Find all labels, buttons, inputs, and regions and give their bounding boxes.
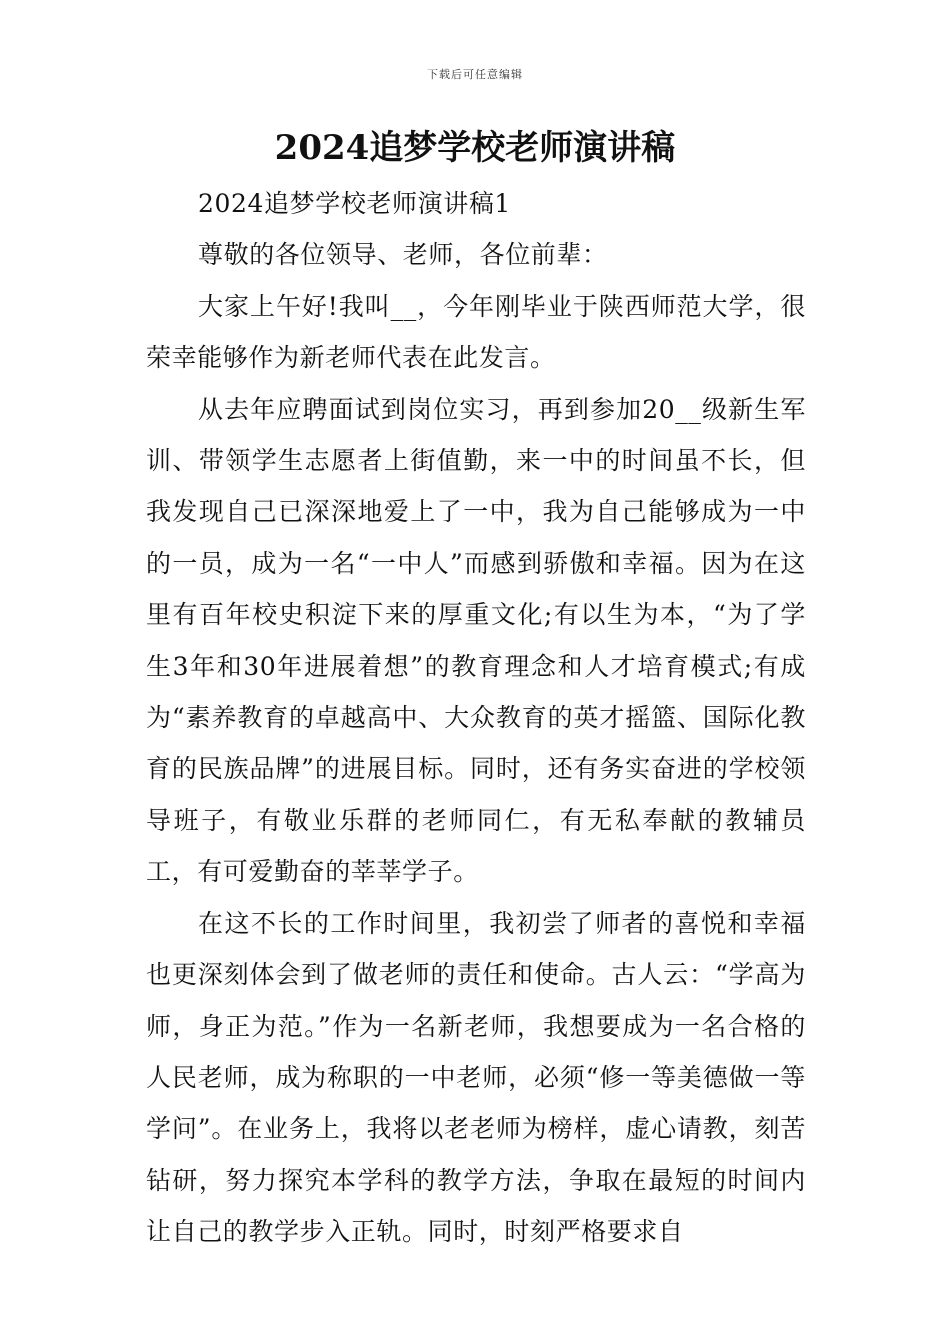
body-paragraph: 从去年应聘面试到岗位实习，再到参加20__级新生军训、带领学生志愿者上街值勤，来一中的时间虽不长，但我发现自己已深深地爱上了一中，我为自己能够成为一中的一员，成为一名“一中人”而感到骄傲和幸福。因为在这里有百年校史积淀下来的厚重文化;有以生为本，“为了学生3年和30年进展着想”的教育理念和人才培育模式;有成为“素养教育的卓越高中、大众教育的英才摇篮、国际化教育的民族品牌”的进展目标。同时，还有务实奋进的学校领导班子，有敬业乐群的老师同仁，有无私奉献的教辅员工，有可爱勤奋的莘莘学子。 (146, 394, 806, 887)
document-title: 2024追梦学校老师演讲稿 (274, 128, 676, 168)
subtitle-paragraph: 2024追梦学校老师演讲稿1 (198, 189, 511, 218)
document-body (146, 178, 806, 1258)
header-note: 下载后可任意编辑 (427, 68, 523, 81)
body-paragraph: 在这不长的工作时间里，我初尝了师者的喜悦和幸福也更深刻体会到了做老师的责任和使命。古人云：“学高为师，身正为范。”作为一名新老师，我想要成为一名合格的人民老师，成为称职的一中老师，必须“修一等美德做一等学问”。在业务上，我将以老老师为榜样，虚心请教，刻苦钻研，努力探究本学科的教学方法，争取在最短的时间内让自己的教学步入正轨。同时，时刻严格要求自 (146, 908, 806, 1247)
salutation-paragraph: 尊敬的各位领导、老师，各位前辈： (198, 240, 608, 270)
body-paragraph: 大家上午好!我叫__，今年刚毕业于陕西师范大学，很荣幸能够作为新老师代表在此发言。 (146, 291, 806, 373)
